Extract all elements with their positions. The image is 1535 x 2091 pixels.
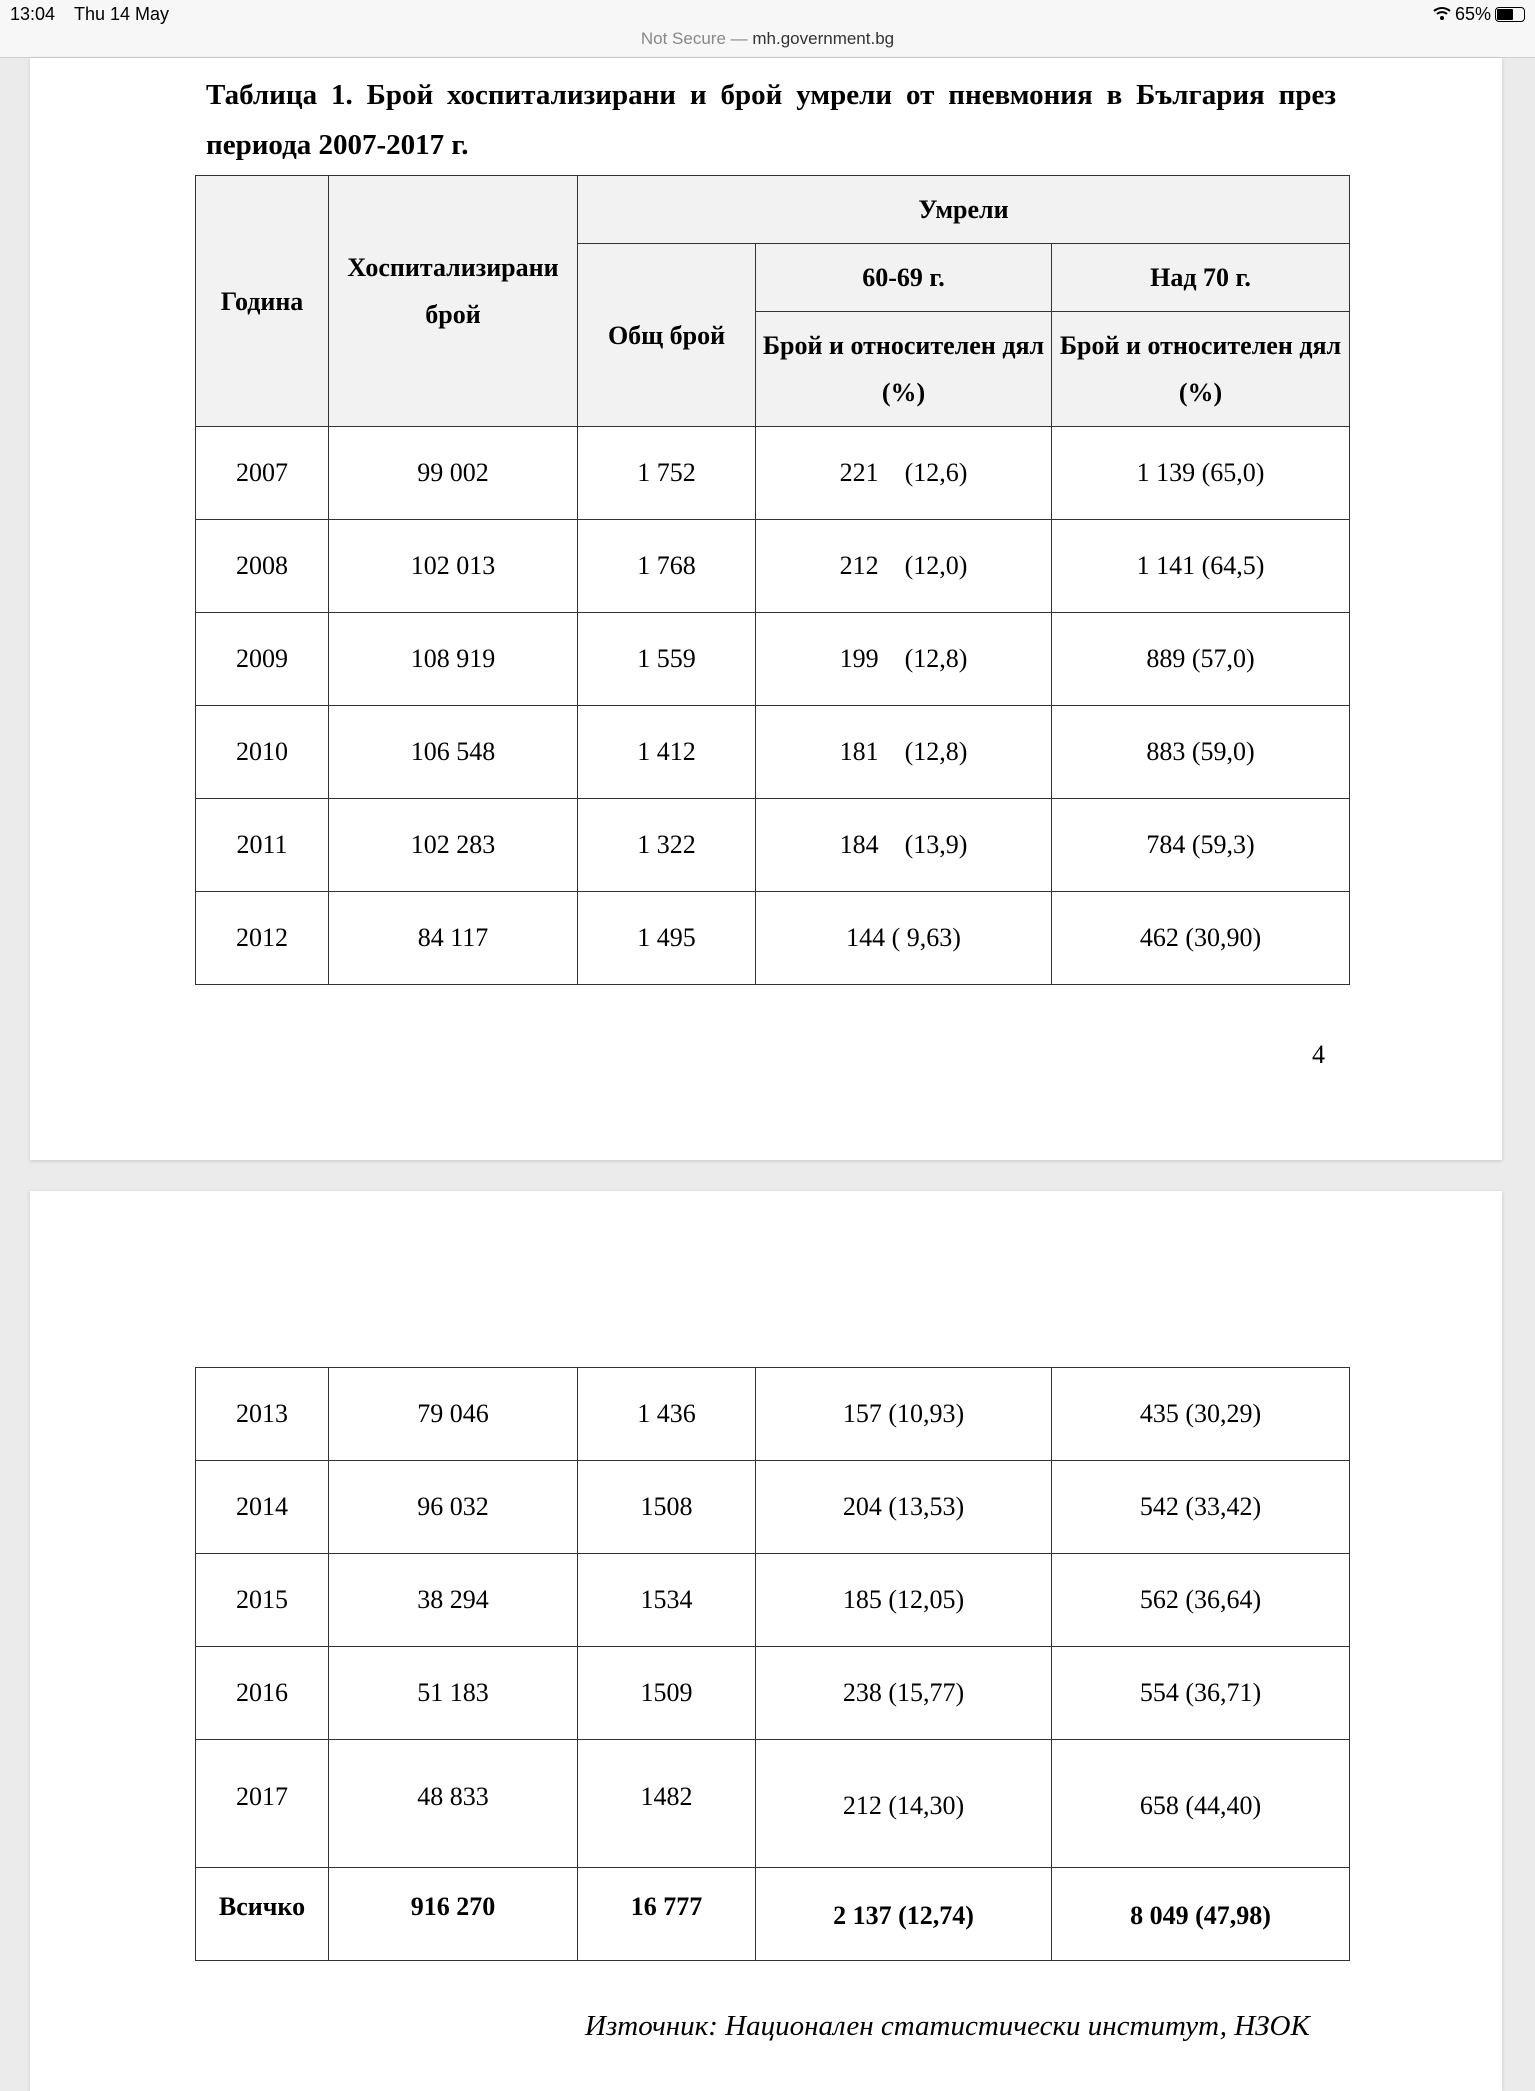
cell-deaths-60-69: 199 (12,8) <box>756 613 1052 706</box>
cell-total-deaths: 1 559 <box>578 613 756 706</box>
cell-year: 2012 <box>196 892 329 985</box>
cell-hospitalized: 108 919 <box>329 613 578 706</box>
header-age-70: Над 70 г. <box>1052 244 1350 312</box>
table-row <box>196 892 1350 985</box>
cell-deaths-over-70: 1 139 (65,0) <box>1052 427 1350 520</box>
cell-deaths-over-70: 554 (36,71) <box>1052 1647 1350 1740</box>
cell-total-deaths: 1 752 <box>578 427 756 520</box>
cell-total-deaths: 1 768 <box>578 520 756 613</box>
cell-year: 2010 <box>196 706 329 799</box>
cell-deaths-over-70: 889 (57,0) <box>1052 613 1350 706</box>
address-bar[interactable] <box>0 29 1535 49</box>
data-table-part2 <box>195 1367 1350 1961</box>
cell-year: 2017 <box>196 1740 329 1868</box>
cell-hospitalized: 916 270 <box>329 1868 578 1961</box>
cell-hospitalized: 51 183 <box>329 1647 578 1740</box>
table-row <box>196 1647 1350 1740</box>
cell-deaths-60-69: 181 (12,8) <box>756 706 1052 799</box>
cell-hospitalized: 96 032 <box>329 1461 578 1554</box>
cell-hospitalized: 48 833 <box>329 1740 578 1868</box>
status-icons <box>1433 4 1525 25</box>
table-row <box>196 1740 1350 1868</box>
header-year: Година <box>196 176 329 427</box>
header-hospitalized: Хоспитализирани брой <box>329 176 578 427</box>
cell-total-deaths: 1508 <box>578 1461 756 1554</box>
cell-year: 2008 <box>196 520 329 613</box>
cell-year: Всичко <box>196 1868 329 1961</box>
cell-deaths-60-69: 212 (12,0) <box>756 520 1052 613</box>
table-row <box>196 799 1350 892</box>
cell-deaths-over-70: 8 049 (47,98) <box>1052 1868 1350 1961</box>
header-age-60-69: 60-69 г. <box>756 244 1052 312</box>
cell-deaths-over-70: 435 (30,29) <box>1052 1368 1350 1461</box>
table-title: Таблица 1. Брой хоспитализирани и брой умрели от пневмония в България през периода 2007-2017 г. <box>206 79 1336 161</box>
cell-year: 2015 <box>196 1554 329 1647</box>
header-share-70: Брой и относителен дял (%) <box>1052 312 1350 427</box>
header-share-60: Брой и относителен дял (%) <box>756 312 1052 427</box>
cell-hospitalized: 102 283 <box>329 799 578 892</box>
url-text: mh.government.bg <box>752 29 895 48</box>
cell-total-deaths: 1 322 <box>578 799 756 892</box>
cell-deaths-60-69: 204 (13,53) <box>756 1461 1052 1554</box>
cell-hospitalized: 79 046 <box>329 1368 578 1461</box>
clock: 13:04 <box>10 4 56 24</box>
cell-year: 2014 <box>196 1461 329 1554</box>
total-row <box>196 1868 1350 1961</box>
cell-total-deaths: 1 412 <box>578 706 756 799</box>
cell-hospitalized: 99 002 <box>329 427 578 520</box>
cell-deaths-over-70: 1 141 (64,5) <box>1052 520 1350 613</box>
table-row <box>196 613 1350 706</box>
table-row <box>196 706 1350 799</box>
data-table-part1 <box>195 175 1350 985</box>
cell-year: 2013 <box>196 1368 329 1461</box>
table-row <box>196 1461 1350 1554</box>
date: Thu 14 May <box>74 4 170 24</box>
cell-year: 2011 <box>196 799 329 892</box>
header-deaths: Умрели <box>578 176 1350 244</box>
cell-hospitalized: 106 548 <box>329 706 578 799</box>
cell-hospitalized: 102 013 <box>329 520 578 613</box>
cell-deaths-60-69: 185 (12,05) <box>756 1554 1052 1647</box>
header-total: Общ брой <box>578 244 756 427</box>
page-number: 4 <box>1312 1040 1325 1069</box>
battery-icon <box>1495 7 1525 22</box>
cell-year: 2009 <box>196 613 329 706</box>
wifi-icon <box>1433 4 1451 25</box>
cell-total-deaths: 1 495 <box>578 892 756 985</box>
cell-deaths-60-69: 221 (12,6) <box>756 427 1052 520</box>
source-note: Източник: Национален статистически институт, НЗОК <box>585 2010 1310 2042</box>
cell-deaths-over-70: 883 (59,0) <box>1052 706 1350 799</box>
table-row <box>196 520 1350 613</box>
cell-year: 2016 <box>196 1647 329 1740</box>
cell-total-deaths: 1 436 <box>578 1368 756 1461</box>
cell-total-deaths: 1509 <box>578 1647 756 1740</box>
cell-deaths-60-69: 157 (10,93) <box>756 1368 1052 1461</box>
cell-total-deaths: 1534 <box>578 1554 756 1647</box>
status-bar <box>0 0 1535 58</box>
cell-deaths-over-70: 562 (36,64) <box>1052 1554 1350 1647</box>
cell-deaths-over-70: 462 (30,90) <box>1052 892 1350 985</box>
cell-year: 2007 <box>196 427 329 520</box>
cell-total-deaths: 16 777 <box>578 1868 756 1961</box>
table-row <box>196 1368 1350 1461</box>
cell-hospitalized: 84 117 <box>329 892 578 985</box>
cell-deaths-60-69: 184 (13,9) <box>756 799 1052 892</box>
cell-deaths-over-70: 784 (59,3) <box>1052 799 1350 892</box>
cell-deaths-60-69: 144 ( 9,63) <box>756 892 1052 985</box>
cell-deaths-over-70: 542 (33,42) <box>1052 1461 1350 1554</box>
battery-percent: 65% <box>1454 4 1491 24</box>
table-row <box>196 1554 1350 1647</box>
cell-deaths-60-69: 212 (14,30) <box>756 1740 1052 1868</box>
cell-total-deaths: 1482 <box>578 1740 756 1868</box>
cell-hospitalized: 38 294 <box>329 1554 578 1647</box>
cell-deaths-over-70: 658 (44,40) <box>1052 1740 1350 1868</box>
security-label: Not Secure — <box>640 29 748 48</box>
cell-deaths-60-69: 238 (15,77) <box>756 1647 1052 1740</box>
table-row <box>196 427 1350 520</box>
cell-deaths-60-69: 2 137 (12,74) <box>756 1868 1052 1961</box>
